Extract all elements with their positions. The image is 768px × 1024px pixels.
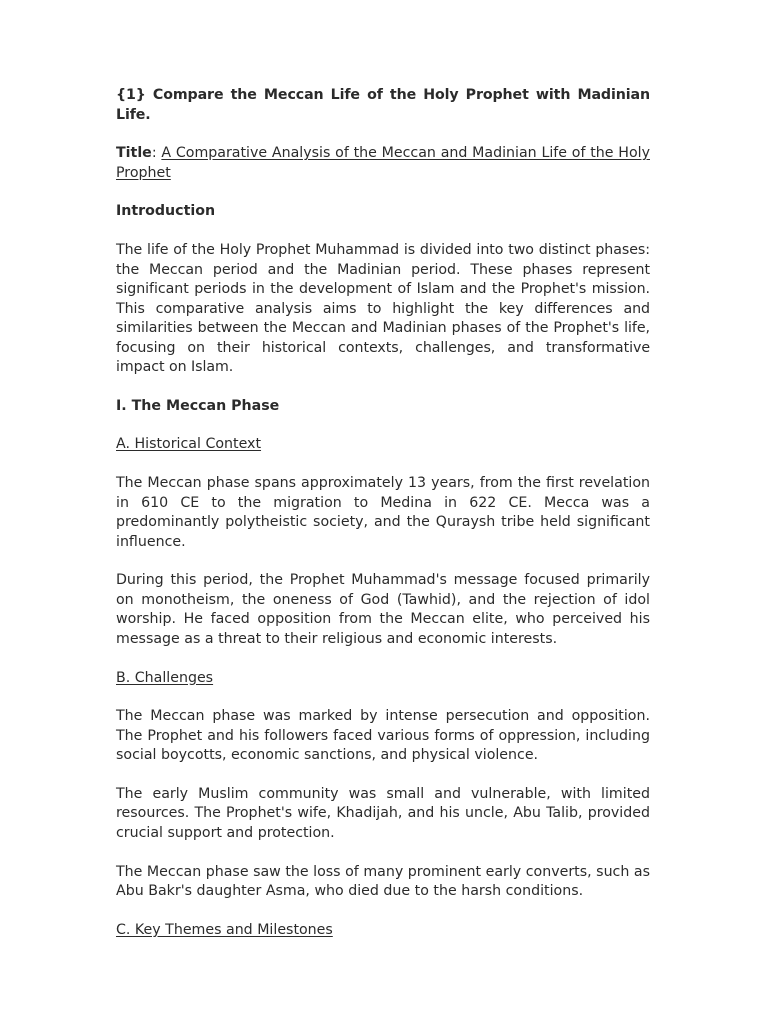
historical-paragraph-1: The Meccan phase spans approximately 13 years, from the first revelation in 610 CE to the migration to Medina in 622 CE. Mecca was a predominantly polytheistic society, and the Quraysh tribe held significant influence.: [116, 475, 650, 550]
introduction-paragraph: The life of the Holy Prophet Muhammad is divided into two distinct phases: the Meccan period and the Madinian period. These phases represent significant periods in the development of Islam and the Prophet's mission. This comparative analysis aims to highlight the key differences and similarities between the Meccan and Madinian phases of the Prophet's life, focusing on their historical contexts, challenges, and transformative impact on Islam.: [116, 242, 650, 376]
question-heading: {1} Compare the Meccan Life of the Holy Prophet with Madinian Life.: [116, 87, 650, 123]
document-page: [116, 86, 650, 959]
introduction-heading: Introduction: [116, 203, 216, 220]
subsection-b-heading: [116, 669, 650, 689]
challenges-paragraph-3: The Meccan phase saw the loss of many prominent early converts, such as Abu Bakr's daughter Asma, who died due to the harsh conditions.: [116, 863, 650, 900]
challenges-paragraph-2: The early Muslim community was small and vulnerable, with limited resources. The Prophet's wife, Khadijah, and his uncle, Abu Talib, provided crucial support and protection.: [116, 785, 650, 841]
subsection-c-heading-text: C. Key Themes and Milestones: [116, 921, 333, 938]
subsection-b-heading-text: B. Challenges: [116, 669, 214, 686]
section-one-heading: I. The Meccan Phase: [116, 397, 280, 414]
title-separator: :: [151, 145, 162, 162]
subsection-c-heading: [116, 921, 650, 941]
challenges-paragraph-1: The Meccan phase was marked by intense persecution and opposition. The Prophet and his followers faced various forms of oppression, including social boycotts, economic sanctions, and physical violence.: [116, 708, 650, 764]
title-label: Title: [116, 145, 152, 162]
historical-paragraph-2: During this period, the Prophet Muhammad's message focused primarily on monotheism, the oneness of God (Tawhid), and the rejection of idol worship. He faced opposition from the Meccan elite, who perceived his message as a threat to their religious and economic interests.: [116, 572, 650, 647]
subsection-a-heading: [116, 435, 650, 455]
subsection-a-heading-text: A. Historical Context: [116, 436, 262, 453]
title-text: A Comparative Analysis of the Meccan and Madinian Life of the Holy Prophet: [116, 145, 650, 181]
title-line: [116, 144, 650, 183]
